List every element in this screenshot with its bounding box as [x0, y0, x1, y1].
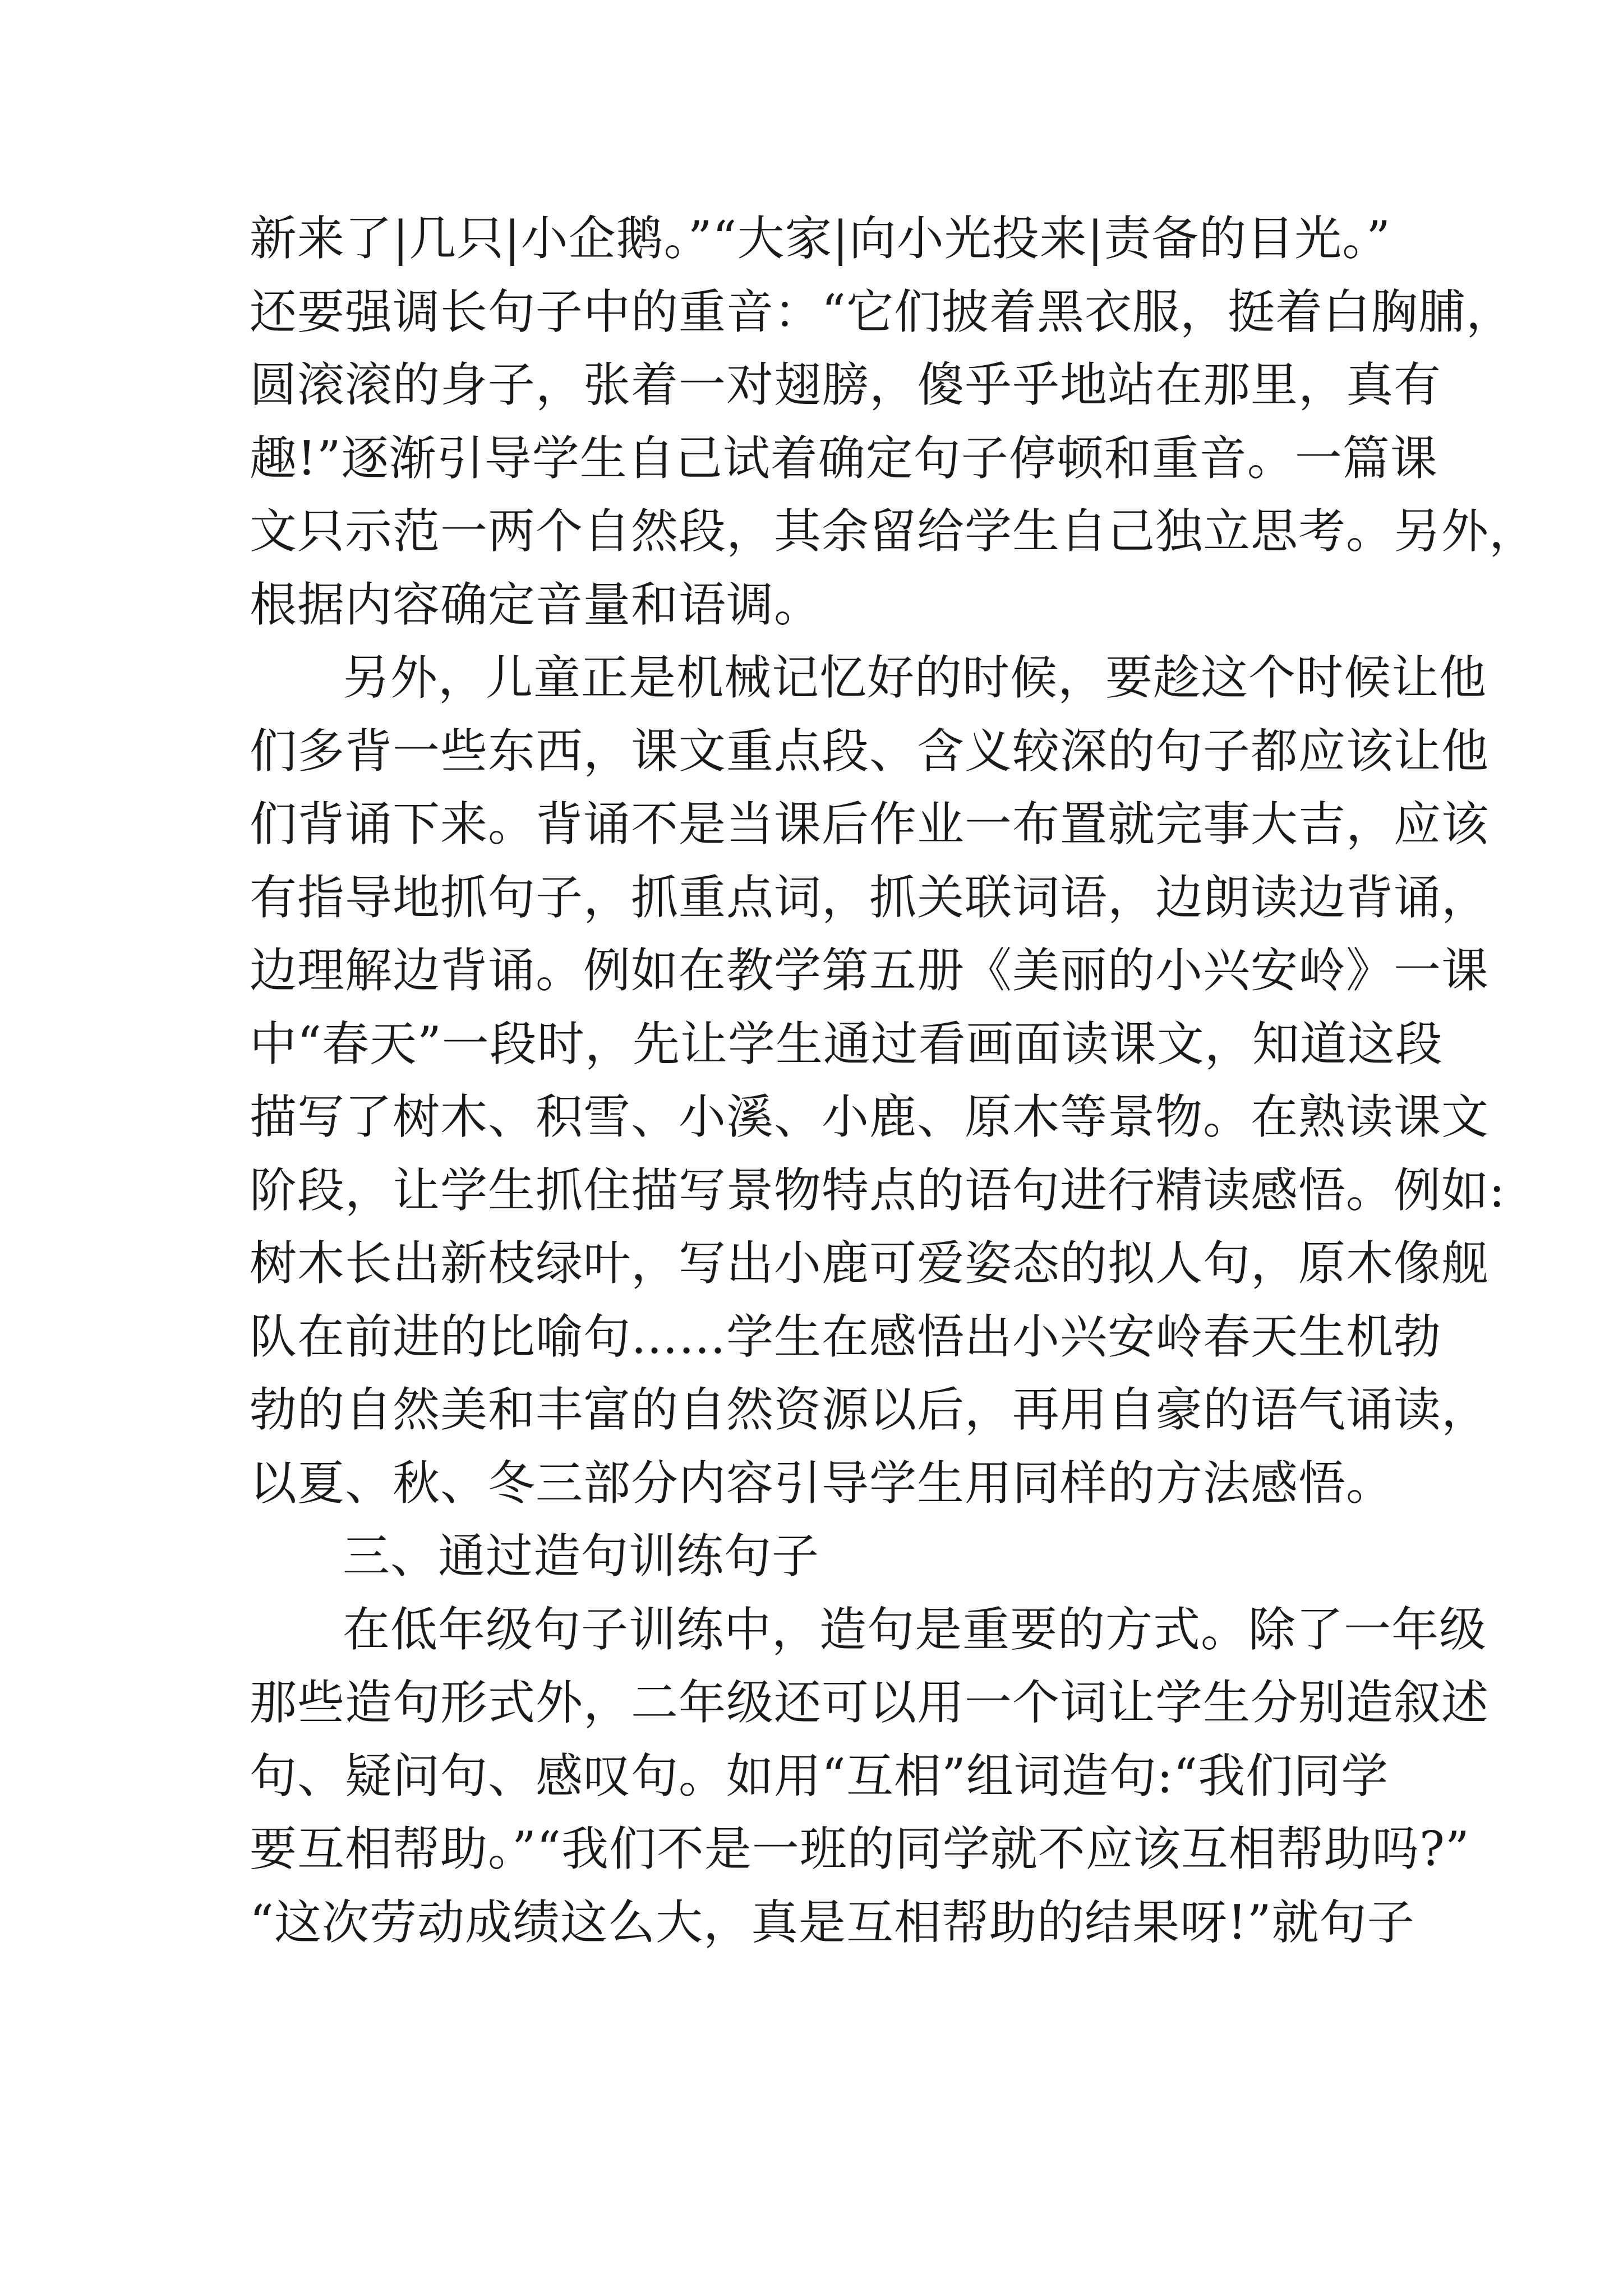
text-line: 队在前进的比喻句……学生在感悟出小兴安岭春天生机勃 [250, 1309, 1442, 1364]
text-line: 们多背一些东西，课文重点段、含义较深的句子都应该让他 [250, 723, 1490, 779]
text-line: 中“春天”一段时，先让学生通过看画面读课文，知道这段 [250, 1016, 1443, 1071]
text-line: 以夏、秋、冬三部分内容引导学生用同样的方法感悟。 [250, 1455, 1394, 1511]
text-line: “这次劳动成绩这么大，真是互相帮助的结果呀!”就句子 [250, 1894, 1415, 1950]
text-line: 边理解边背诵。例如在教学第五册《美丽的小兴安岭》一课 [250, 943, 1490, 998]
text-line: 圆滚滚的身子，张着一对翅膀，傻乎乎地站在那里，真有 [250, 357, 1442, 412]
text-line: 有指导地抓句子，抓重点词，抓关联词语，边朗读边背诵， [250, 869, 1490, 925]
paragraph-start-line: 另外，儿童正是机械记忆好的时候，要趁这个时候让他 [343, 650, 1487, 705]
text-line: 文只示范一两个自然段，其余留给学生自己独立思考。另外， [250, 504, 1537, 559]
paragraph-start-line: 在低年级句子训练中，造句是重要的方式。除了一年级 [343, 1602, 1487, 1657]
text-line: 那些造句形式外，二年级还可以用一个词让学生分别造叙述 [250, 1675, 1490, 1730]
section-heading: 三、通过造句训练句子 [343, 1529, 820, 1584]
text-line: 描写了树木、积雪、小溪、小鹿、原木等景物。在熟读课文 [250, 1089, 1490, 1144]
text-line: 阶段，让学生抓住描写景物特点的语句进行精读感悟。例如: [250, 1162, 1506, 1218]
text-line: 还要强调长句子中的重音：“它们披着黑衣服，挺着白胸脯， [250, 284, 1514, 339]
text-line: 勃的自然美和丰富的自然资源以后，再用自豪的语气诵读， [250, 1382, 1490, 1437]
text-line: 树木长出新枝绿叶，写出小鹿可爱姿态的拟人句，原木像舰 [250, 1236, 1490, 1291]
text-line: 们背诵下来。背诵不是当课后作业一布置就完事大吉，应该 [250, 797, 1490, 852]
text-line: 根据内容确定音量和语调。 [250, 577, 822, 632]
document-body [250, 202, 1537, 1959]
text-line: 要互相帮助。”“我们不是一班的同学就不应该互相帮助吗?” [250, 1821, 1470, 1876]
text-line: 句、疑问句、感叹句。如用“互相”组词造句:“我们同学 [250, 1748, 1389, 1803]
text-line: 趣!”逐渐引导学生自己试着确定句子停顿和重音。一篇课 [250, 430, 1438, 486]
text-line: 新来了|几只|小企鹅。”“大家|向小光投来|责备的目光。” [250, 211, 1391, 266]
